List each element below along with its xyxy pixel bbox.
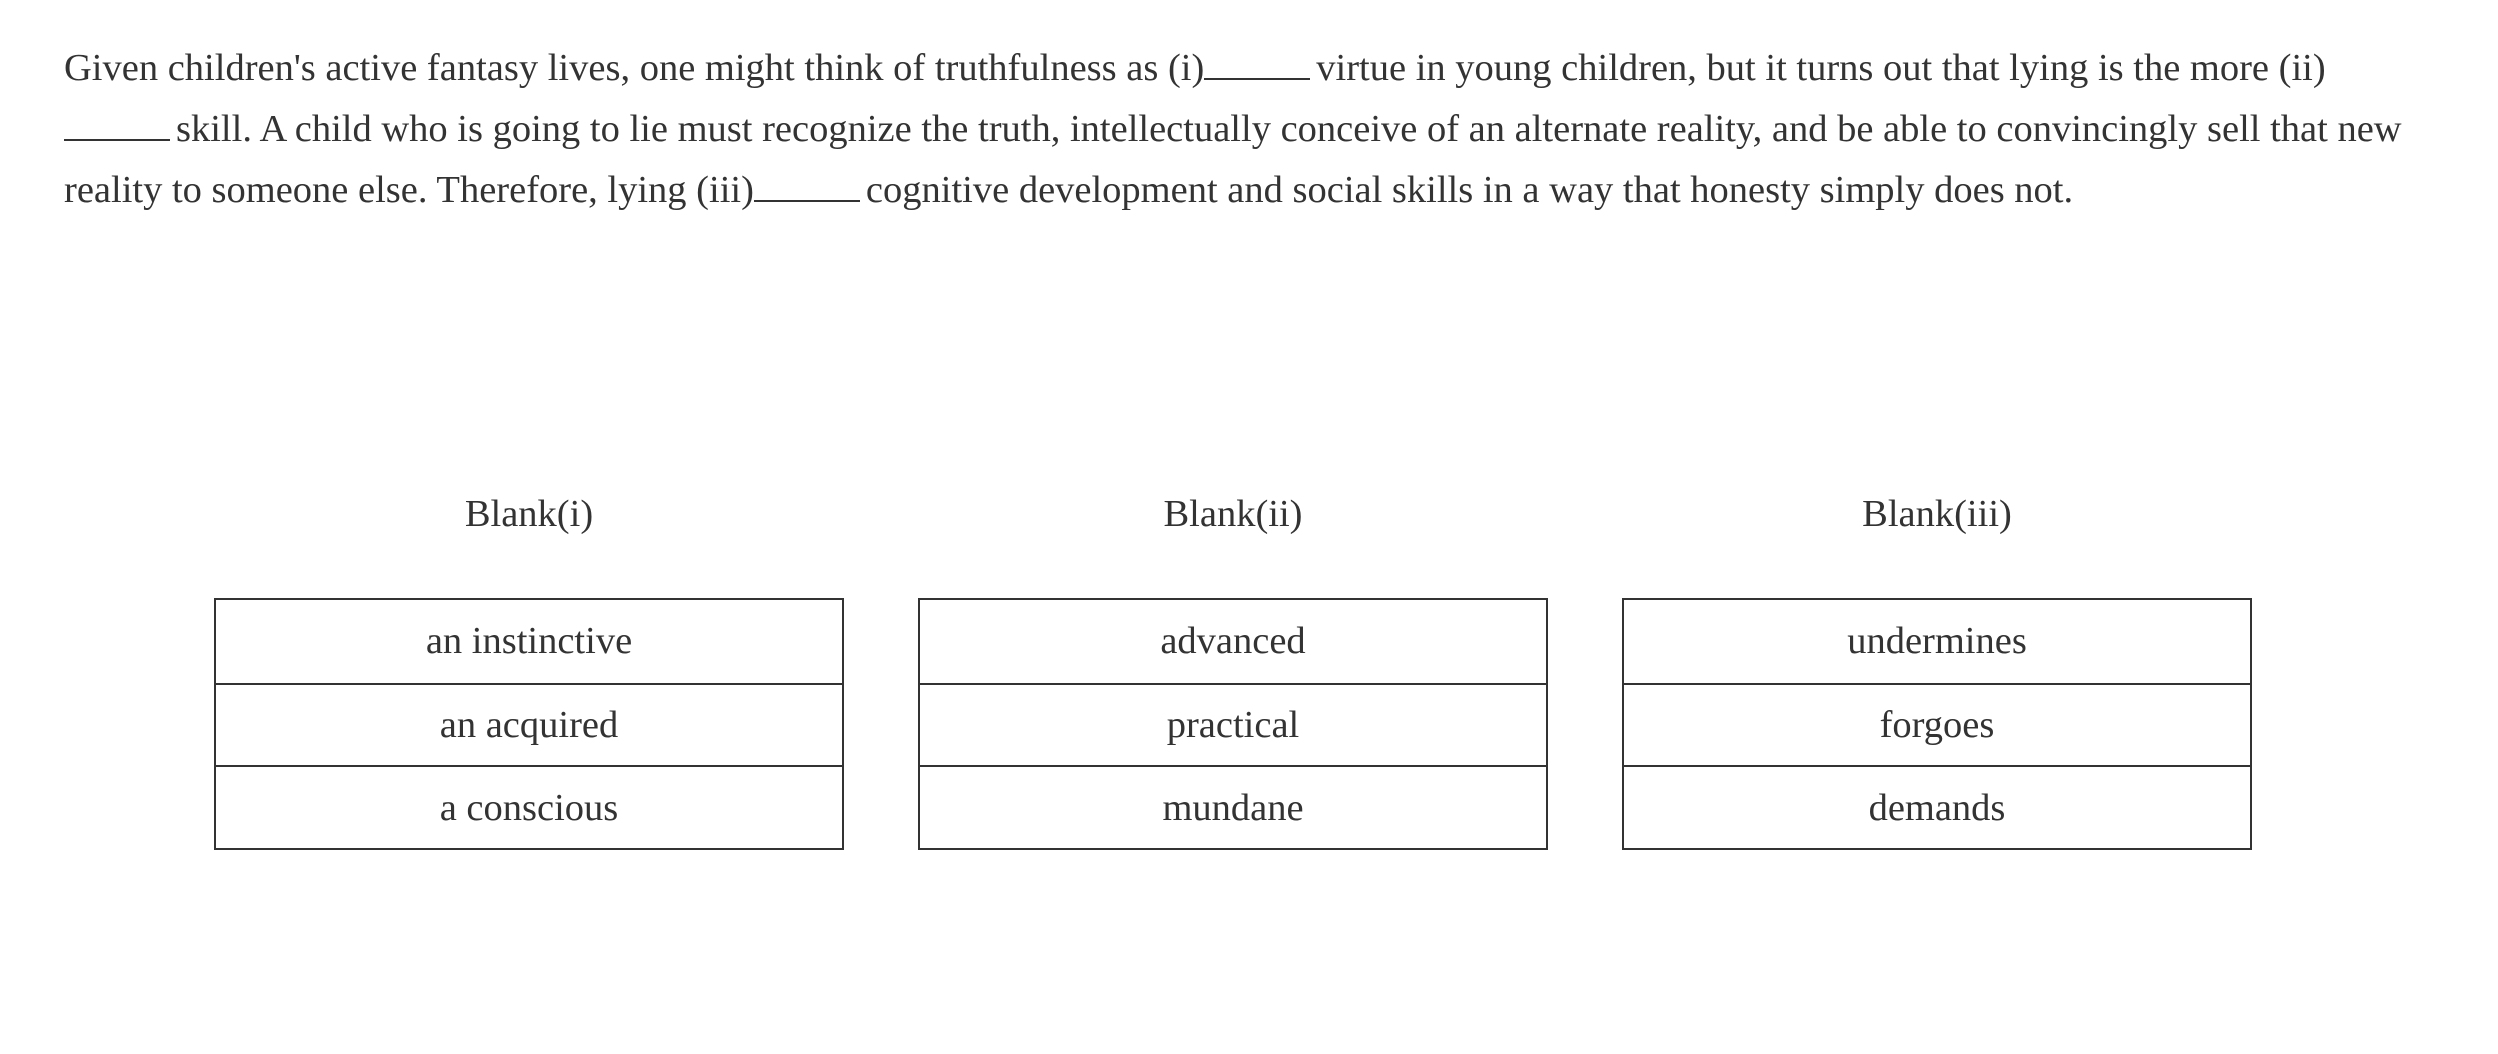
blank-iii-choices [1622, 598, 2252, 850]
passage-text: skill. A child who is going to lie must recognize the truth, intellectually conceive of an alternate reality, and be able to convincingly sell that new reality to someone else. Therefore, lying (iii) [64, 108, 2402, 211]
blank-iii-option-2[interactable]: forgoes [1624, 683, 2250, 766]
blank-i-title: Blank(i) [464, 493, 594, 535]
blank-ii-option-2[interactable]: practical [920, 683, 1546, 766]
passage-text: virtue in young children, but it turns out that lying is the more (ii) [1316, 47, 2326, 89]
blank-iii-option-1[interactable]: undermines [1847, 620, 2027, 663]
blank-ii-option-3[interactable]: mundane [920, 765, 1546, 848]
passage-text: cognitive development and social skills in a way that honesty simply does not. [865, 169, 2074, 211]
blank-iii-title: Blank(iii) [1862, 493, 2012, 535]
blank-ii-option-1[interactable]: advanced [1160, 620, 1306, 663]
blank-i-choices [214, 598, 844, 850]
blank-iii-option-3[interactable]: demands [1624, 765, 2250, 848]
passage-text: Given children's active fantasy lives, one might think of truthfulness as (i) [64, 47, 1205, 89]
blank-i-line [1204, 42, 1310, 80]
blank-ii-choices [918, 598, 1548, 850]
blank-ii-line [64, 103, 170, 141]
question-passage [64, 38, 2404, 221]
blank-iii-line [754, 164, 860, 202]
blank-i-option-2[interactable]: an acquired [216, 683, 842, 766]
blank-ii-title: Blank(ii) [1163, 493, 1303, 535]
blank-i-option-1[interactable]: an instinctive [425, 620, 633, 663]
blank-i-option-3[interactable]: a conscious [216, 765, 842, 848]
